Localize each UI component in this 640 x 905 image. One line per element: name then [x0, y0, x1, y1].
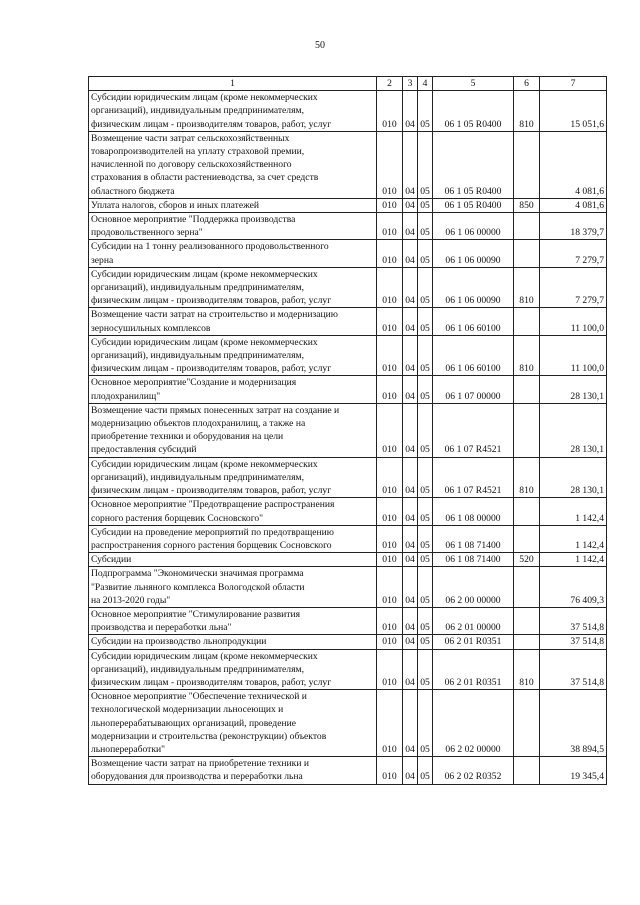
row-name: Возмещение части прямых понесенных затрат на создание и модернизацию объектов плодохранилищ, а также на приобретение техники и оборудования на цели предоставления субсидий: [89, 403, 377, 457]
row-name: Уплата налогов, сборов и иных платежей: [89, 198, 377, 212]
table-row: [89, 457, 607, 498]
row-subsection-code: 05: [418, 91, 433, 132]
table-row: [89, 498, 607, 525]
row-expense-type-code: [514, 690, 540, 757]
row-section-code: 04: [403, 567, 418, 608]
row-expense-type-code: 810: [514, 267, 540, 308]
column-header: 5: [433, 77, 514, 91]
row-subsection-code: 05: [418, 757, 433, 784]
row-section-code: 04: [403, 553, 418, 567]
row-section-code: 04: [403, 198, 418, 212]
row-grbs-code: 010: [377, 498, 403, 525]
row-amount: 15 051,6: [540, 91, 607, 132]
row-section-code: 04: [403, 457, 418, 498]
row-subsection-code: 05: [418, 240, 433, 267]
row-amount: 4 081,6: [540, 198, 607, 212]
column-header: 4: [418, 77, 433, 91]
row-amount: 1 142,4: [540, 498, 607, 525]
row-name: Основное мероприятие "Предотвращение распространения сорного растения борщевик Сосновского": [89, 498, 377, 525]
row-name: Субсидии юридическим лицам (кроме некоммерческих организаций), индивидуальным предпринимателям, физическим лицам - производителям товаров, работ, услуг: [89, 457, 377, 498]
row-target-item-code: 06 2 00 00000: [433, 567, 514, 608]
row-section-code: 04: [403, 757, 418, 784]
row-amount: 37 514,8: [540, 607, 607, 634]
row-subsection-code: 05: [418, 635, 433, 649]
row-section-code: 04: [403, 213, 418, 240]
row-section-code: 04: [403, 525, 418, 552]
row-section-code: 04: [403, 376, 418, 403]
table-row: [89, 649, 607, 690]
row-name: Подпрограмма "Экономически значимая программа "Развитие льняного комплекса Вологодской области на 2013-2020 годы": [89, 567, 377, 608]
row-grbs-code: 010: [377, 567, 403, 608]
row-expense-type-code: 850: [514, 198, 540, 212]
row-subsection-code: 05: [418, 553, 433, 567]
row-target-item-code: 06 1 06 00090: [433, 267, 514, 308]
row-subsection-code: 05: [418, 376, 433, 403]
row-name: Основное мероприятие"Создание и модернизация плодохранилищ": [89, 376, 377, 403]
row-target-item-code: 06 1 06 00000: [433, 213, 514, 240]
row-subsection-code: 05: [418, 498, 433, 525]
row-amount: 28 130,1: [540, 457, 607, 498]
row-target-item-code: 06 1 06 60100: [433, 335, 514, 376]
row-amount: 37 514,8: [540, 649, 607, 690]
table-row: [89, 376, 607, 403]
column-header: 2: [377, 77, 403, 91]
page-number: 50: [315, 40, 325, 51]
table-row: [89, 267, 607, 308]
row-target-item-code: 06 1 08 71400: [433, 553, 514, 567]
row-subsection-code: 05: [418, 607, 433, 634]
row-subsection-code: 05: [418, 690, 433, 757]
row-amount: 7 279,7: [540, 240, 607, 267]
row-grbs-code: 010: [377, 607, 403, 634]
table-row: [89, 213, 607, 240]
table-row: [89, 525, 607, 552]
row-grbs-code: 010: [377, 91, 403, 132]
row-name: Субсидии на проведение мероприятий по предотвращению распространения сорного растения борщевик Сосновского: [89, 525, 377, 552]
row-name: Основное мероприятие "Стимулирование развития производства и переработки льна": [89, 607, 377, 634]
row-section-code: 04: [403, 635, 418, 649]
column-header: 6: [514, 77, 540, 91]
row-amount: 4 081,6: [540, 131, 607, 198]
row-expense-type-code: [514, 131, 540, 198]
row-target-item-code: 06 2 01 R0351: [433, 649, 514, 690]
row-target-item-code: 06 1 05 R0400: [433, 198, 514, 212]
row-amount: 11 100,0: [540, 335, 607, 376]
row-expense-type-code: [514, 213, 540, 240]
table-row: [89, 131, 607, 198]
row-name: Субсидии юридическим лицам (кроме некоммерческих организаций), индивидуальным предпринимателям, физическим лицам - производителям товаров, работ, услуг: [89, 91, 377, 132]
row-amount: 19 345,4: [540, 757, 607, 784]
row-section-code: 04: [403, 649, 418, 690]
budget-table: [88, 76, 607, 785]
row-target-item-code: 06 2 01 00000: [433, 607, 514, 634]
row-section-code: 04: [403, 308, 418, 335]
row-grbs-code: 010: [377, 376, 403, 403]
row-amount: 38 894,5: [540, 690, 607, 757]
column-header: 7: [540, 77, 607, 91]
row-subsection-code: 05: [418, 213, 433, 240]
row-expense-type-code: [514, 308, 540, 335]
row-grbs-code: 010: [377, 757, 403, 784]
row-subsection-code: 05: [418, 267, 433, 308]
row-grbs-code: 010: [377, 525, 403, 552]
row-target-item-code: 06 1 06 60100: [433, 308, 514, 335]
row-target-item-code: 06 2 02 R0352: [433, 757, 514, 784]
row-expense-type-code: 810: [514, 335, 540, 376]
row-target-item-code: 06 1 07 R4521: [433, 403, 514, 457]
row-expense-type-code: [514, 757, 540, 784]
table-row: [89, 240, 607, 267]
row-amount: 28 130,1: [540, 403, 607, 457]
row-grbs-code: 010: [377, 649, 403, 690]
row-grbs-code: 010: [377, 335, 403, 376]
row-subsection-code: 05: [418, 457, 433, 498]
row-expense-type-code: [514, 403, 540, 457]
row-amount: 1 142,4: [540, 525, 607, 552]
row-section-code: 04: [403, 607, 418, 634]
row-name: Возмещение части затрат на строительство и модернизацию зерносушильных комплексов: [89, 308, 377, 335]
table-row: [89, 198, 607, 212]
row-subsection-code: 05: [418, 198, 433, 212]
row-section-code: 04: [403, 690, 418, 757]
table-row: [89, 553, 607, 567]
row-expense-type-code: [514, 240, 540, 267]
row-name: Субсидии юридическим лицам (кроме некоммерческих организаций), индивидуальным предпринимателям, физическим лицам - производителям товаров, работ, услуг: [89, 649, 377, 690]
row-name: Основное мероприятие "Поддержка производства продовольственного зерна": [89, 213, 377, 240]
row-grbs-code: 010: [377, 198, 403, 212]
row-subsection-code: 05: [418, 649, 433, 690]
row-subsection-code: 05: [418, 335, 433, 376]
row-grbs-code: 010: [377, 240, 403, 267]
row-name: Возмещение части затрат сельскохозяйственных товаропроизводителей на уплату страховой премии, начисленной по договору сельскохозяйственного страхования в области растениеводства, за счет средств областного бюджета: [89, 131, 377, 198]
row-expense-type-code: 810: [514, 649, 540, 690]
row-amount: 11 100,0: [540, 308, 607, 335]
row-subsection-code: 05: [418, 131, 433, 198]
row-subsection-code: 05: [418, 567, 433, 608]
row-expense-type-code: [514, 525, 540, 552]
row-section-code: 04: [403, 498, 418, 525]
row-target-item-code: 06 1 06 00090: [433, 240, 514, 267]
row-expense-type-code: [514, 498, 540, 525]
row-expense-type-code: [514, 376, 540, 403]
row-name: Субсидии юридическим лицам (кроме некоммерческих организаций), индивидуальным предпринимателям, физическим лицам - производителям товаров, работ, услуг: [89, 335, 377, 376]
row-target-item-code: 06 1 08 00000: [433, 498, 514, 525]
row-amount: 7 279,7: [540, 267, 607, 308]
row-target-item-code: 06 1 08 71400: [433, 525, 514, 552]
table-row: [89, 757, 607, 784]
row-expense-type-code: 810: [514, 91, 540, 132]
row-target-item-code: 06 2 02 00000: [433, 690, 514, 757]
row-expense-type-code: 810: [514, 457, 540, 498]
row-section-code: 04: [403, 335, 418, 376]
row-section-code: 04: [403, 240, 418, 267]
row-amount: 37 514,8: [540, 635, 607, 649]
row-grbs-code: 010: [377, 267, 403, 308]
row-amount: 1 142,4: [540, 553, 607, 567]
row-amount: 18 379,7: [540, 213, 607, 240]
table-row: [89, 308, 607, 335]
row-target-item-code: 06 1 05 R0400: [433, 91, 514, 132]
row-grbs-code: 010: [377, 308, 403, 335]
column-header: 3: [403, 77, 418, 91]
row-grbs-code: 010: [377, 213, 403, 240]
row-subsection-code: 05: [418, 308, 433, 335]
row-section-code: 04: [403, 131, 418, 198]
row-name: Основное мероприятие "Обеспечение технической и технологической модернизации льносеющих и льноперерабатывающих организаций, проведение модернизации и строительства (реконструкции) объектов льнопереработки": [89, 690, 377, 757]
row-target-item-code: 06 1 07 R4521: [433, 457, 514, 498]
row-grbs-code: 010: [377, 690, 403, 757]
row-grbs-code: 010: [377, 403, 403, 457]
row-section-code: 04: [403, 91, 418, 132]
row-expense-type-code: 520: [514, 553, 540, 567]
row-subsection-code: 05: [418, 403, 433, 457]
row-expense-type-code: [514, 635, 540, 649]
table-row: [89, 91, 607, 132]
table-row: [89, 567, 607, 608]
row-target-item-code: 06 2 01 R0351: [433, 635, 514, 649]
row-target-item-code: 06 1 07 00000: [433, 376, 514, 403]
table-row: [89, 607, 607, 634]
row-grbs-code: 010: [377, 553, 403, 567]
row-grbs-code: 010: [377, 457, 403, 498]
table-header-row: [89, 77, 607, 91]
row-target-item-code: 06 1 05 R0400: [433, 131, 514, 198]
row-expense-type-code: [514, 607, 540, 634]
row-subsection-code: 05: [418, 525, 433, 552]
row-name: Субсидии на 1 тонну реализованного продовольственного зерна: [89, 240, 377, 267]
table-row: [89, 403, 607, 457]
row-amount: 76 409,3: [540, 567, 607, 608]
row-amount: 28 130,1: [540, 376, 607, 403]
row-name: Возмещение части затрат на приобретение техники и оборудования для производства и переработки льна: [89, 757, 377, 784]
row-name: Субсидии юридическим лицам (кроме некоммерческих организаций), индивидуальным предпринимателям, физическим лицам - производителям товаров, работ, услуг: [89, 267, 377, 308]
table-row: [89, 335, 607, 376]
row-section-code: 04: [403, 267, 418, 308]
row-expense-type-code: [514, 567, 540, 608]
row-grbs-code: 010: [377, 131, 403, 198]
row-grbs-code: 010: [377, 635, 403, 649]
row-name: Субсидии: [89, 553, 377, 567]
row-section-code: 04: [403, 403, 418, 457]
table-row: [89, 690, 607, 757]
table-row: [89, 635, 607, 649]
column-header: 1: [89, 77, 377, 91]
row-name: Субсидии на производство льнопродукции: [89, 635, 377, 649]
